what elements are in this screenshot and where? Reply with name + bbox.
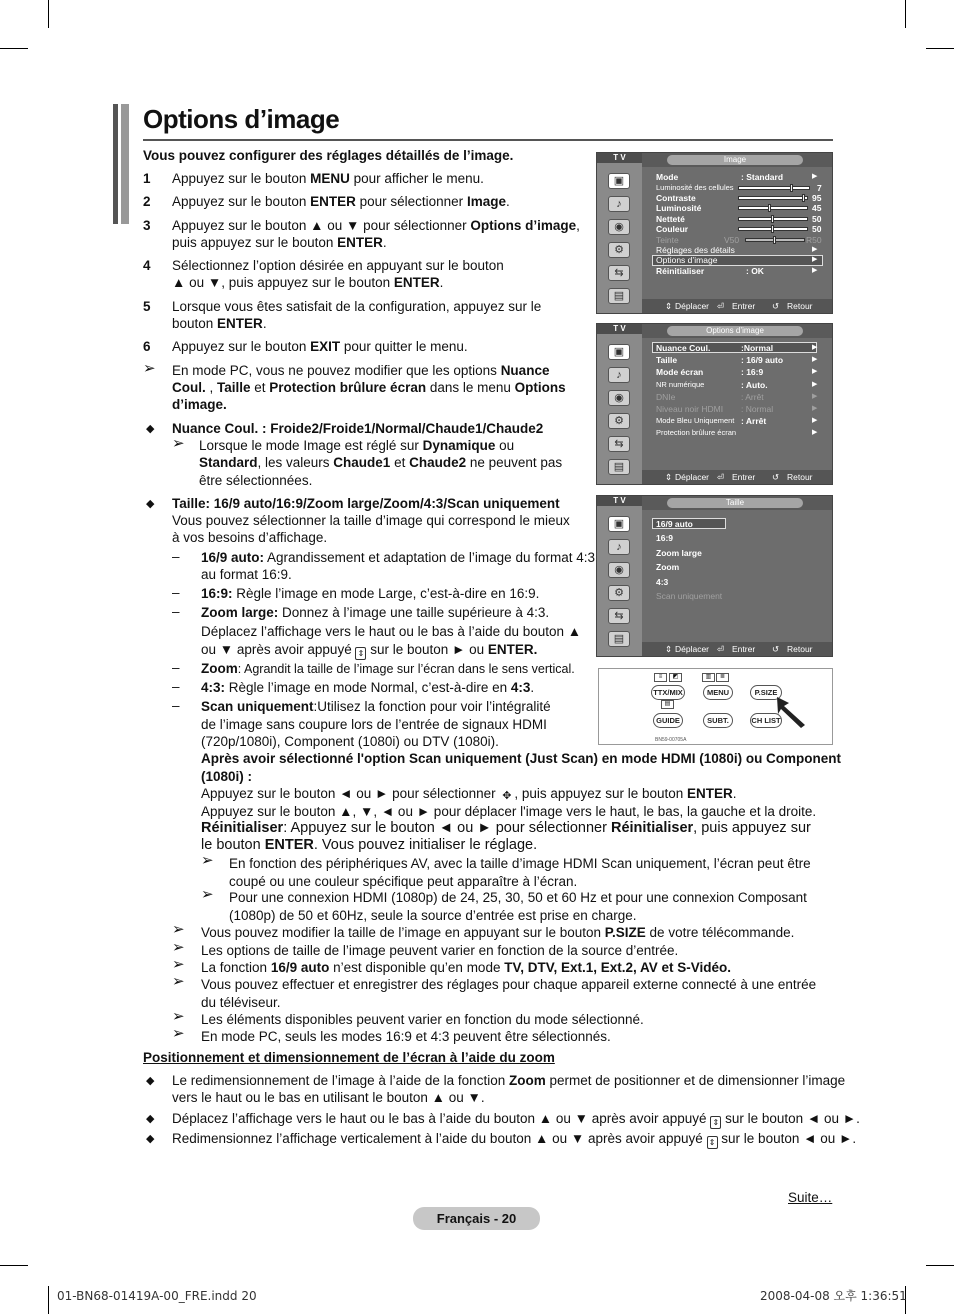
size-zoom-large: Zoom large: Donnez à l’image une taille supérieure à 4:3. — [201, 605, 550, 620]
note-arrow-icon: ➢ — [172, 921, 185, 938]
menu-row-value: 95 — [812, 193, 822, 203]
pc-note: En mode PC, vous ne pouvez modifier que les options Nuance — [172, 363, 550, 378]
menu-row-value: : 16/9 auto — [741, 355, 784, 366]
setup-menu-icon: ⚙ — [608, 413, 630, 429]
menu-row-label[interactable]: Réglages des détails — [656, 245, 735, 255]
arrow-right-icon: ▶ — [812, 256, 818, 263]
step-number: 2 — [143, 194, 151, 209]
remote-illustration — [598, 668, 833, 745]
footer-move: Déplacer — [675, 644, 710, 654]
menu-row-label[interactable]: Mode écran — [656, 367, 704, 378]
step-number: 3 — [143, 218, 151, 233]
step-number: 5 — [143, 299, 151, 314]
crop-mark — [48, 1286, 49, 1314]
move-icon: ⇕ — [665, 472, 673, 482]
step-number: 6 — [143, 339, 151, 354]
title-rule — [143, 139, 833, 141]
dash: – — [172, 549, 180, 564]
menu-sidebar — [597, 163, 642, 313]
footer-move: Déplacer — [675, 472, 710, 482]
zoom-mode-icon: ⇕ — [707, 1136, 718, 1149]
tint-note-line2: Standard, les valeurs Chaude1 et Chaude2 ne peuvent pas — [199, 455, 563, 470]
arrow-right-icon: ▶ — [812, 368, 818, 376]
sound-menu-icon: ♪ — [608, 196, 630, 212]
crop-mark — [0, 48, 28, 49]
footer-date: 2008-04-08 오후 1:36:51 — [760, 1289, 907, 1303]
pc-note-line3: d’image. — [172, 397, 227, 412]
hz-note: Pour une connexion HDMI (1080p) de 24, 25, 30, 50 et 60 Hz et pour une connexion Composant — [229, 890, 807, 905]
size-zoom-large-line3: ou ▼ après avoir appuyé ⇕ sur le bouton ► ou ENTER. — [201, 642, 538, 658]
sound-menu-icon: ♪ — [608, 539, 630, 555]
menu-title: Options d’image — [667, 326, 803, 336]
footer-enter: Entrer — [732, 644, 756, 654]
diamond-bullet-icon: ◆ — [146, 498, 155, 510]
title-accent-bar — [113, 104, 129, 224]
menu-title: Taille — [667, 498, 803, 508]
note-external: Vous pouvez effectuer et enregistrer des réglages pour chaque appareil externe connecté à une entrée — [201, 977, 817, 992]
note-arrow-icon: ➢ — [201, 852, 214, 869]
channel-menu-icon: ◉ — [608, 562, 630, 578]
teletext-mix-icon: ◩ — [669, 673, 682, 682]
note-arrow-icon: ➢ — [201, 886, 214, 903]
move-icon: ⇕ — [665, 301, 673, 311]
diamond-bullet-icon: ◆ — [146, 1075, 155, 1087]
step-4: Sélectionnez l’option désirée en appuyant sur le bouton — [172, 258, 504, 273]
size-scan-only-line3: (720p/1080i), Component (1080i) ou DTV (1080i). — [201, 734, 499, 749]
guide-button[interactable]: GUIDE — [653, 713, 683, 728]
scan-move: Appuyez sur le bouton ▲, ▼, ◄ ou ► pour déplacer l'image vers le haut, le bas, la gauche et la droite. — [201, 804, 817, 819]
slider-knob[interactable] — [771, 215, 774, 223]
enter-icon: ⏎ — [717, 301, 725, 311]
size-16-9-auto: 16/9 auto: Agrandissement et adaptation de l’image du format 4:3 — [201, 550, 595, 565]
menu-row-label[interactable]: 4:3 — [656, 576, 669, 587]
move-icon: ⇕ — [665, 644, 673, 654]
return-icon: ↺ — [772, 644, 780, 654]
input-menu-icon: ⇆ — [608, 265, 630, 281]
menu-row-value: : Standard — [741, 172, 784, 182]
ttx-mix-button[interactable]: TTX/MIX — [651, 685, 685, 700]
menu-row-value: 45 — [812, 203, 822, 213]
tint-note-line3: être sélectionnées. — [199, 473, 313, 488]
menu-row-label[interactable]: Netteté — [656, 214, 685, 224]
ch-list-button[interactable]: CH LIST — [750, 713, 782, 728]
menu-row-label: Niveau noir HDMI — [656, 404, 724, 414]
hz-note-line2: (1080p) de 50 et 60Hz, seule la source d’entrée est prise en charge. — [229, 908, 637, 923]
pc-note-line2: Coul. , Taille et Protection brûlure écran dans le menu Options — [172, 380, 566, 395]
application-menu-icon: ▤ — [608, 631, 630, 647]
menu-row-label[interactable]: Mode — [656, 172, 679, 182]
menu-row-label[interactable]: Luminosité des cellules — [656, 183, 734, 192]
menu-row-label[interactable]: Options d’image — [656, 255, 718, 265]
zoom-bullet-1: Le redimensionnement de l’image à l’aide de la fonction Zoom permet de positionner et de dimensionner l’image — [172, 1073, 846, 1088]
dash: – — [172, 604, 180, 619]
input-menu-icon: ⇆ — [608, 608, 630, 624]
note-arrow-icon: ➢ — [172, 973, 185, 990]
arrow-right-icon: ▶ — [812, 356, 818, 364]
slider-knob — [773, 236, 776, 244]
step-5-line2: bouton ENTER. — [172, 316, 267, 331]
page-title: Options d’image — [143, 104, 340, 134]
brightness-slider[interactable] — [738, 206, 808, 210]
menu-row-value: 7 — [817, 183, 822, 193]
intro-text: Vous pouvez configurer des réglages détaillés de l’image. — [143, 148, 514, 163]
channel-menu-icon: ◉ — [608, 219, 630, 235]
tint-red-value: R50 — [806, 235, 822, 245]
dash: – — [172, 679, 180, 694]
menu-row-value: : 16:9 — [741, 367, 764, 378]
picture-menu-icon: ▣ — [608, 516, 630, 532]
step-3: Appuyez sur le bouton ▲ ou ▼ pour sélectionner Options d’image, — [172, 218, 580, 233]
note-arrow-icon: ➢ — [172, 1025, 185, 1042]
note-arrow-icon: ➢ — [172, 1008, 185, 1025]
size-heading: Taille: 16/9 auto/16:9/Zoom large/Zoom/4:3/Scan uniquement — [172, 496, 560, 511]
footer-enter: Entrer — [732, 301, 756, 311]
menu-row-label: Scan uniquement — [656, 591, 723, 601]
note-arrow-icon: ➢ — [143, 360, 156, 377]
menu-footer — [642, 299, 832, 313]
sound-menu-icon: ♪ — [608, 367, 630, 383]
tv-menu-size — [596, 495, 833, 657]
teletext-icon: ≡ — [654, 673, 667, 682]
footer-return: Retour — [787, 644, 813, 654]
teletext-index-icon: ≣ — [716, 673, 729, 682]
menu-row-value: :Normal — [741, 343, 774, 353]
cell-light-slider[interactable] — [738, 186, 810, 190]
setup-menu-icon: ⚙ — [608, 585, 630, 601]
arrow-right-icon: ▶ — [812, 392, 818, 400]
menu-row-value: : Arrêt — [741, 416, 767, 427]
footer-return: Retour — [787, 301, 813, 311]
diamond-bullet-icon: ◆ — [146, 1133, 155, 1145]
tint-green-value: V50 — [724, 235, 740, 245]
p-size-button[interactable]: P.SIZE — [750, 685, 782, 700]
channel-menu-icon: ◉ — [608, 390, 630, 406]
menu-row-label[interactable]: Luminosité — [656, 203, 702, 213]
menu-row-label[interactable]: 16:9 — [656, 533, 674, 544]
menu-row-value: : Auto. — [741, 379, 768, 390]
dash: – — [172, 660, 180, 675]
size-scan-only-line2: de l’image sans coupure lors de l’entrée de signaux HDMI — [201, 717, 547, 732]
menu-row-label[interactable]: Taille — [656, 355, 678, 366]
menu-row-label[interactable]: Zoom — [656, 562, 680, 573]
tint-note: Lorsque le mode Image est réglé sur Dynamique ou — [199, 438, 515, 453]
dash: – — [172, 698, 180, 713]
note-pc: En mode PC, seuls les modes 16:9 et 4:3 peuvent être sélectionnés. — [201, 1029, 611, 1044]
note-arrow-icon: ➢ — [172, 956, 185, 973]
diamond-bullet-icon: ◆ — [146, 1113, 155, 1125]
step-4-line2: ▲ ou ▼, puis appuyez sur le bouton ENTER. — [172, 275, 444, 290]
menu-row-label: Teinte — [656, 235, 679, 245]
menu-row-label[interactable]: Nuance Coul. — [656, 343, 711, 353]
menu-row-label[interactable]: 16/9 auto — [656, 519, 693, 529]
crop-mark — [48, 0, 49, 28]
reset-text: Réinitialiser: Appuyez sur le bouton ◄ ou ► pour sélectionner Réinitialiser, puis appuyez sur — [201, 820, 811, 836]
menu-sidebar — [597, 334, 642, 484]
teletext-hold-icon: ▤ — [661, 700, 674, 709]
slider-knob[interactable] — [790, 184, 793, 192]
application-menu-icon: ▤ — [608, 288, 630, 304]
application-menu-icon: ▤ — [608, 459, 630, 475]
dash: – — [172, 585, 180, 600]
menu-footer — [642, 642, 832, 656]
menu-row-label[interactable]: NR numérique — [656, 379, 705, 389]
return-icon: ↺ — [772, 301, 780, 311]
note-external-line2: du téléviseur. — [201, 995, 281, 1010]
step-number: 4 — [143, 258, 151, 273]
tv-label: T V — [597, 153, 642, 163]
tint-slider — [745, 238, 805, 242]
slider-knob[interactable] — [771, 225, 774, 233]
zoom-mode-icon: ⇕ — [710, 1116, 721, 1129]
sharpness-slider[interactable] — [738, 217, 808, 221]
note-16-9-auto: La fonction 16/9 auto n’est disponible qu’en mode TV, DTV, Ext.1, Ext.2, AV et S-Vidéo. — [201, 960, 732, 975]
page-number-badge: Français - 20 — [413, 1207, 540, 1230]
arrow-right-icon: ▶ — [812, 173, 818, 180]
teletext-double-icon: ▥ — [702, 673, 715, 682]
scan-select: Appuyez sur le bouton ◄ ou ► pour sélectionner ✥ , puis appuyez sur le bouton ENTER. — [201, 786, 737, 802]
picture-menu-icon: ▣ — [608, 173, 630, 189]
slider-knob[interactable] — [802, 194, 805, 202]
note-mode: Les éléments disponibles peuvent varier en fonction du mode sélectionné. — [201, 1012, 644, 1027]
position-icon: ✥ — [502, 790, 512, 802]
menu-button[interactable]: MENU — [703, 685, 733, 700]
menu-row-label[interactable]: Zoom large — [656, 547, 702, 558]
menu-row-value: : Normal — [741, 404, 774, 414]
arrow-right-icon: ▶ — [812, 267, 818, 274]
menu-row-value: : OK — [746, 266, 764, 276]
size-16-9-auto-line2: au format 16:9. — [201, 567, 292, 582]
input-menu-icon: ⇆ — [608, 436, 630, 452]
arrow-right-icon: ▶ — [812, 405, 818, 412]
crop-mark — [905, 0, 906, 28]
crop-mark — [926, 1265, 954, 1266]
menu-row-label[interactable]: Protection brûlure écran — [656, 428, 737, 438]
menu-row-label[interactable]: Réinitialiser — [656, 266, 705, 276]
step-3-line2: puis appuyez sur le bouton ENTER. — [172, 235, 387, 250]
note-source: Les options de taille de l’image peuvent varier en fonction de la source d’entrée. — [201, 943, 679, 958]
reset-text-line2: le bouton ENTER. Vous pouvez initialiser le réglage. — [201, 837, 538, 853]
menu-row-value: 50 — [812, 214, 822, 224]
menu-row-value: 50 — [812, 224, 822, 234]
tv-menu-picture-options — [596, 323, 833, 485]
tv-menu-image — [596, 152, 833, 314]
size-desc-line2: à vos besoins d’affichage. — [172, 530, 328, 545]
diamond-bullet-icon: ◆ — [146, 423, 155, 435]
tint-heading: Nuance Coul. : Froide2/Froide1/Normal/Chaude1/Chaude2 — [172, 421, 544, 436]
menu-row-value: : Arrêt — [741, 391, 764, 402]
setup-menu-icon: ⚙ — [608, 242, 630, 258]
zoom-bullet-3: Redimensionnez l’affichage verticalement à l’aide du bouton ▲ ou ▼ après avoir appuyé ⇕ sur le bouton ◄ ou ►. — [172, 1131, 857, 1147]
menu-row-label: DNIe — [656, 391, 676, 402]
step-5: Lorsque vous êtes satisfait de la configuration, appuyez sur le — [172, 299, 542, 314]
subt-button[interactable]: SUBT. — [703, 713, 733, 728]
size-desc: Vous pouvez sélectionner la taille d’image qui correspond le mieux — [172, 513, 570, 528]
size-zoom: Zoom: Agrandit la taille de l’image sur l’écran dans le sens vertical. — [201, 661, 575, 676]
arrow-right-icon: ▶ — [812, 344, 818, 351]
arrow-right-icon: ▶ — [812, 380, 818, 388]
zoom-mode-icon: ⇕ — [355, 647, 366, 660]
note-arrow-icon: ➢ — [172, 435, 185, 452]
color-slider[interactable] — [738, 227, 808, 231]
continued-label: Suite… — [788, 1190, 833, 1205]
footer-enter: Entrer — [732, 472, 756, 482]
remote-model-code: BN59-00705A — [655, 737, 687, 743]
menu-row-label[interactable]: Contraste — [656, 193, 696, 203]
zoom-bullet-2: Déplacez l’affichage vers le haut ou le bas à l’aide du bouton ▲ ou ▼ après avoir appuyé ⇕ sur le bouton ◄ ou ►. — [172, 1111, 860, 1127]
size-4-3: 4:3: Règle l’image en mode Normal, c’est-à-dire en 4:3. — [201, 680, 535, 695]
note-arrow-icon: ➢ — [172, 939, 185, 956]
menu-row-label[interactable]: Mode Bleu Uniquement — [656, 416, 735, 426]
hdmi-note: En fonction des périphériques AV, avec la taille d’image HDMI Scan uniquement, l’écran peut être — [229, 856, 811, 871]
crop-mark — [926, 48, 954, 49]
footer-file: 01-BN68-01419A-00_FRE.indd 20 — [57, 1289, 257, 1303]
crop-mark — [0, 1265, 28, 1266]
footer-return: Retour — [787, 472, 813, 482]
menu-row-label[interactable]: Couleur — [656, 224, 689, 234]
contrast-slider[interactable] — [738, 196, 808, 200]
pointing-hand-icon — [775, 695, 815, 729]
menu-footer — [642, 470, 832, 484]
scan-heading: Après avoir sélectionné l'option Scan uniquement (Just Scan) en mode HDMI (1080i) ou Component — [201, 751, 842, 766]
menu-title: Image — [667, 155, 803, 165]
zoom-heading: Positionnement et dimensionnement de l’écran à l’aide du zoom — [143, 1050, 555, 1065]
hdmi-note-line2: coupé ou une couleur spécifique peut apparaître à l’écran. — [229, 874, 578, 889]
step-6: Appuyez sur le bouton EXIT pour quitter le menu. — [172, 339, 468, 354]
step-2: Appuyez sur le bouton ENTER pour sélectionner Image. — [172, 194, 510, 209]
arrow-right-icon: ▶ — [812, 429, 818, 437]
return-icon: ↺ — [772, 472, 780, 482]
size-zoom-large-line2: Déplacez l’affichage vers le haut ou le bas à l’aide du bouton ▲ — [201, 624, 582, 639]
arrow-right-icon: ▶ — [812, 246, 818, 253]
tv-label: T V — [597, 324, 642, 334]
menu-sidebar — [597, 506, 642, 656]
slider-knob[interactable] — [768, 204, 771, 212]
step-number: 1 — [143, 171, 151, 186]
scan-heading-line2: (1080i) : — [201, 769, 253, 784]
enter-icon: ⏎ — [717, 644, 725, 654]
footer-move: Déplacer — [675, 301, 710, 311]
note-psize: Vous pouvez modifier la taille de l’image en appuyant sur le bouton P.SIZE de votre télécommande. — [201, 925, 795, 940]
size-16-9: 16:9: Règle l’image en mode Large, c’est-à-dire en 16:9. — [201, 586, 540, 601]
arrow-right-icon: ▶ — [812, 417, 818, 425]
zoom-bullet-1-line2: vers le haut ou le bas en utilisant le bouton ▲ ou ▼. — [172, 1090, 485, 1105]
enter-icon: ⏎ — [717, 472, 725, 482]
size-scan-only: Scan uniquement:Utilisez la fonction pour voir l’intégralité — [201, 699, 551, 714]
tv-label: T V — [597, 496, 642, 506]
step-1: Appuyez sur le bouton MENU pour afficher le menu. — [172, 171, 484, 186]
picture-menu-icon: ▣ — [608, 344, 630, 360]
